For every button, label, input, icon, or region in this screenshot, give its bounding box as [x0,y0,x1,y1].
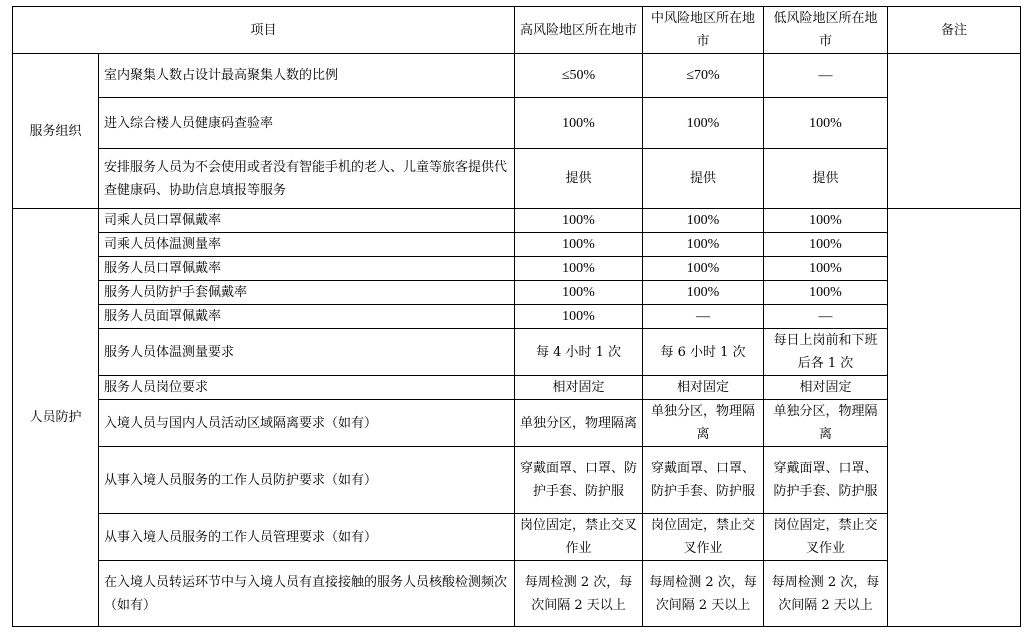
cell-mid: 100% [643,281,764,305]
cell-mid: 每周检测 2 次，每次间隔 2 天以上 [643,561,764,627]
table-row [13,98,1021,149]
row-label: 进入综合楼人员健康码查验率 [99,98,515,149]
header-high-risk: 高风险地区所在地市 [515,7,643,54]
table-row [13,149,1021,209]
table-row [13,400,1021,447]
cell-low: 穿戴面罩、口罩、防护手套、防护服 [764,447,888,514]
cell-low: — [764,305,888,329]
regulation-table [12,6,1021,627]
cell-low: 每周检测 2 次，每次间隔 2 天以上 [764,561,888,627]
cell-high: 100% [515,257,643,281]
remark-cell-service-org [888,54,1021,209]
cell-low: 100% [764,233,888,257]
row-label: 从事入境人员服务的工作人员防护要求（如有） [99,447,515,514]
table-row [13,54,1021,98]
cell-mid: 单独分区，物理隔离 [643,400,764,447]
cell-low: 岗位固定，禁止交叉作业 [764,514,888,561]
table-row [13,447,1021,514]
cell-mid: 穿戴面罩、口罩、防护手套、防护服 [643,447,764,514]
cell-high: 100% [515,209,643,233]
cell-low: 提供 [764,149,888,209]
table-row [13,514,1021,561]
table-row [13,305,1021,329]
cell-high: 100% [515,281,643,305]
cell-high: 岗位固定，禁止交叉作业 [515,514,643,561]
row-label: 服务人员防护手套佩戴率 [99,281,515,305]
row-label: 从事入境人员服务的工作人员管理要求（如有） [99,514,515,561]
cell-high: 穿戴面罩、口罩、防护手套、防护服 [515,447,643,514]
table-row [13,257,1021,281]
cell-high: 100% [515,305,643,329]
cell-mid: 提供 [643,149,764,209]
cell-low: — [764,54,888,98]
row-label: 司乘人员口罩佩戴率 [99,209,515,233]
row-label: 在入境人员转运环节中与入境人员有直接接触的服务人员核酸检测频次（如有） [99,561,515,627]
cell-low: 相对固定 [764,376,888,400]
cell-mid: 100% [643,257,764,281]
table-row [13,209,1021,233]
row-label: 安排服务人员为不会使用或者没有智能手机的老人、儿童等旅客提供代查健康码、协助信息填报等服务 [99,149,515,209]
header-item: 项目 [13,7,515,54]
cell-mid: 100% [643,209,764,233]
cell-mid: 100% [643,98,764,149]
header-remark: 备注 [888,7,1021,54]
cell-mid: 100% [643,233,764,257]
row-label: 服务人员面罩佩戴率 [99,305,515,329]
cell-low: 100% [764,209,888,233]
table-row [13,233,1021,257]
header-row [13,7,1021,54]
cell-mid: 每 6 小时 1 次 [643,329,764,376]
table-row [13,281,1021,305]
cell-low: 每日上岗前和下班后各 1 次 [764,329,888,376]
cell-high: 100% [515,98,643,149]
row-label: 室内聚集人数占设计最高聚集人数的比例 [99,54,515,98]
cell-mid: ≤70% [643,54,764,98]
cell-low: 单独分区，物理隔离 [764,400,888,447]
table-row [13,561,1021,627]
header-mid-risk: 中风险地区所在地市 [643,7,764,54]
cell-high: 提供 [515,149,643,209]
cell-low: 100% [764,98,888,149]
cell-low: 100% [764,257,888,281]
row-label: 服务人员体温测量要求 [99,329,515,376]
cell-high: 每周检测 2 次，每次间隔 2 天以上 [515,561,643,627]
cell-low: 100% [764,281,888,305]
table-row [13,376,1021,400]
row-label: 入境人员与国内人员活动区域隔离要求（如有） [99,400,515,447]
row-label: 服务人员口罩佩戴率 [99,257,515,281]
cell-high: 100% [515,233,643,257]
header-low-risk: 低风险地区所在地市 [764,7,888,54]
cell-high: ≤50% [515,54,643,98]
cell-high: 每 4 小时 1 次 [515,329,643,376]
cell-high: 单独分区，物理隔离 [515,400,643,447]
cell-mid: 岗位固定，禁止交叉作业 [643,514,764,561]
cell-mid: — [643,305,764,329]
cell-high: 相对固定 [515,376,643,400]
remark-cell-personnel-protection [888,209,1021,627]
row-label: 司乘人员体温测量率 [99,233,515,257]
group-label-service-org: 服务组织 [13,54,99,209]
table-row [13,329,1021,376]
row-label: 服务人员岗位要求 [99,376,515,400]
group-label-personnel-protection: 人员防护 [13,209,99,627]
cell-mid: 相对固定 [643,376,764,400]
